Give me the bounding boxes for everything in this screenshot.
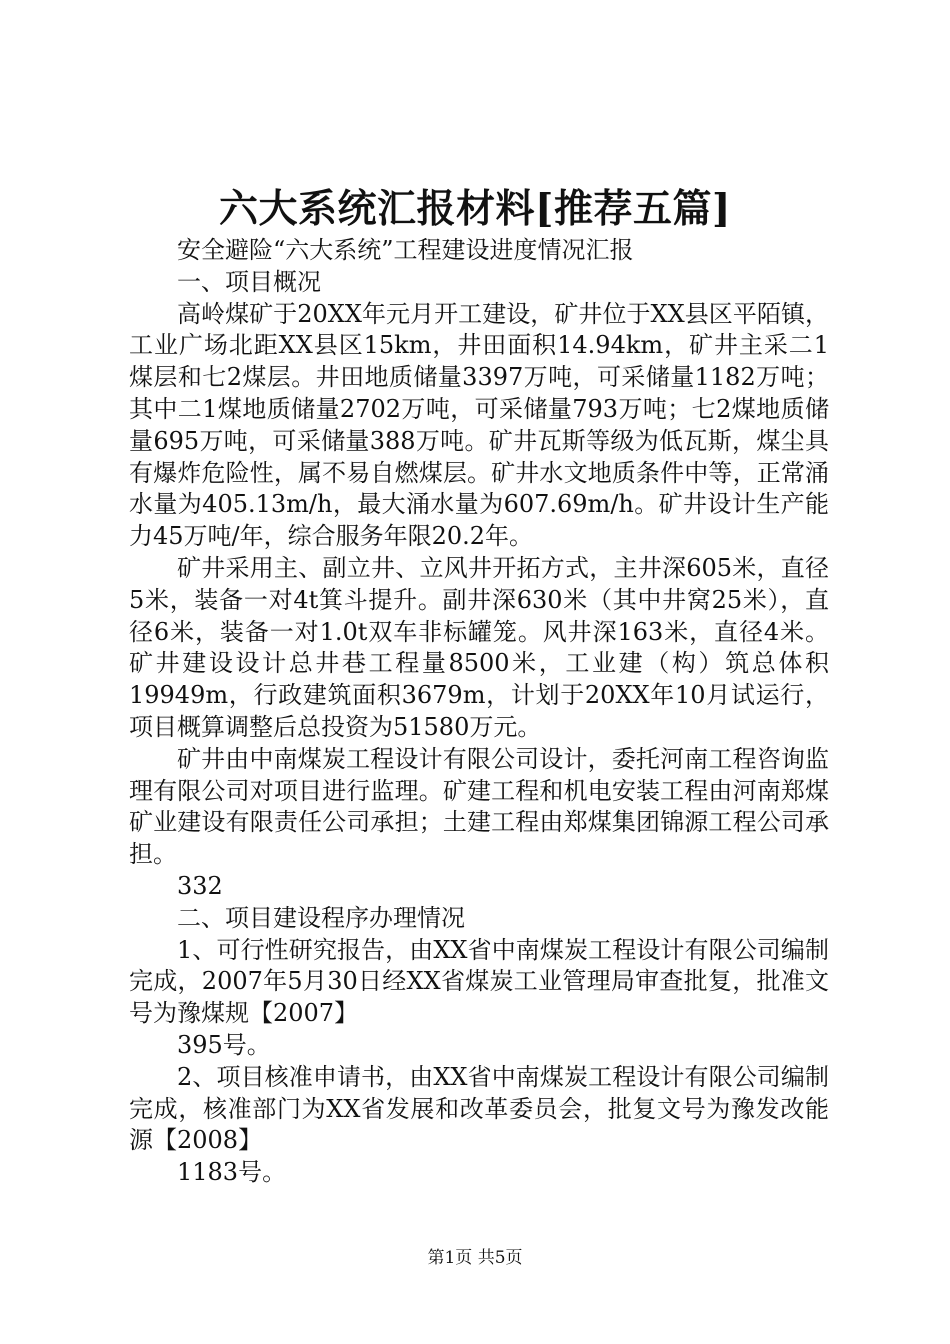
paragraph-number: 332 bbox=[177, 871, 223, 900]
document-title: 六大系统汇报材料[推荐五篇] bbox=[219, 186, 731, 232]
paragraph-section-2-heading: 二、项目建设程序办理情况 bbox=[177, 903, 465, 932]
paragraph-subtitle: 安全避险“六大系统”工程建设进度情况汇报 bbox=[177, 236, 634, 264]
paragraph-feasibility-report: 1、可行性研究报告，由XX省中南煤炭工程设计有限公司编制完成，2007年5月30日经XX省煤炭工业管理局审查批复，批准文号为豫煤规【2007】 bbox=[129, 935, 829, 1028]
paragraph-approval-number: 1183号。 bbox=[177, 1158, 287, 1187]
paragraph-mine-overview: 高岭煤矿于20XX年元月开工建设，矿井位于XX县区平陌镇，工业广场北距XX县区15km，井田面积14.94km，矿井主采二1煤层和七2煤层。井田地质储量3397万吨，可采储量1182万吨；其中二1煤地质储量2702万吨，可采储量793万吨；七2煤地质储量695万吨，可采储量388万吨。矿井瓦斯等级为低瓦斯，煤尘具有爆炸危险性，属不易自燃煤层。矿井水文地质条件中等，正常涌水量为405.13m/h，最大涌水量为607.69m/h。矿井设计生产能力45万吨/年，综合服务年限20.2年。 bbox=[129, 299, 829, 551]
paragraph-shaft-development: 矿井采用主、副立井、立风井开拓方式，主井深605米，直径5米，装备一对4t箕斗提升。副井深630米（其中井窝25米），直径6米，装备一对1.0t双车非标罐笼。风井深163米，直径4米。矿井建设设计总井巷工程量8500米，工业建（构）筑总体积19949m，行政建筑面积3679m，计划于20XX年10月试运行，项目概算调整后总投资为51580万元。 bbox=[129, 553, 829, 741]
paragraph-section-1-heading: 一、项目概况 bbox=[177, 267, 321, 296]
page-number-footer: 第1页 共5页 bbox=[427, 1248, 523, 1268]
paragraph-design-contractors: 矿井由中南煤炭工程设计有限公司设计，委托河南工程咨询监理有限公司对项目进行监理。矿建工程和机电安装工程由河南郑煤矿业建设有限责任公司承担；土建工程由郑煤集团锦源工程公司承担。 bbox=[129, 744, 829, 869]
paragraph-feasibility-number: 395号。 bbox=[177, 1030, 271, 1059]
document-body bbox=[129, 235, 829, 1189]
paragraph-approval-application: 2、项目核准申请书，由XX省中南煤炭工程设计有限公司编制完成，核准部门为XX省发展和改革委员会，批复文号为豫发改能源【2008】 bbox=[129, 1062, 829, 1155]
